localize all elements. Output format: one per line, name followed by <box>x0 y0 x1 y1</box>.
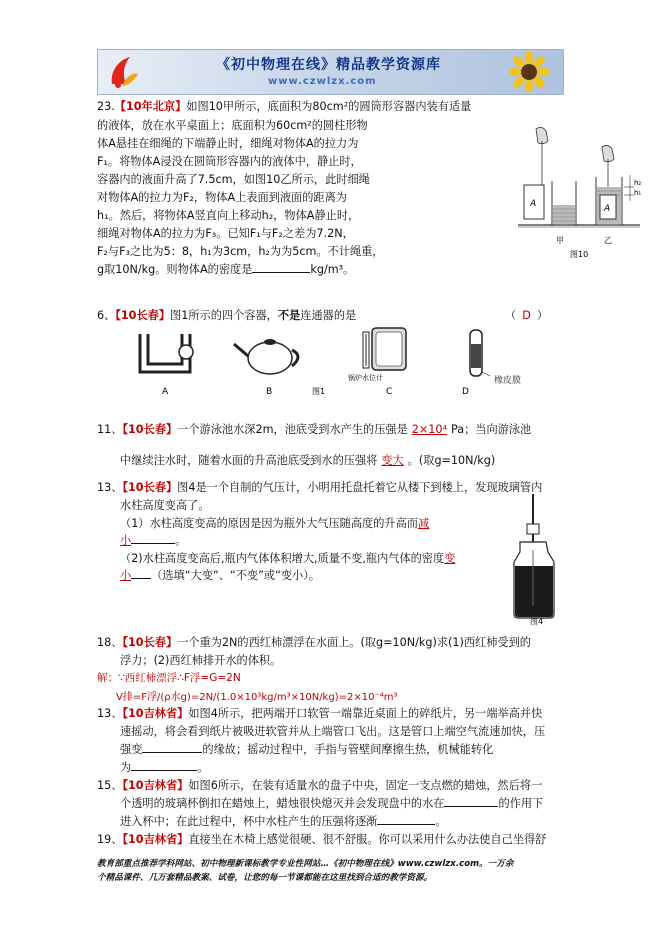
q15-line-1: 15、【10吉林省】如图6所示，在装有适量水的盘子中央，固定一支点燃的蜡烛，然后将一 <box>97 779 543 792</box>
site-title: 《初中物理在线》精品教学资源库 <box>216 57 441 73</box>
figure-1 <box>130 322 500 400</box>
q23-line-1 <box>97 98 471 114</box>
answer-choice: D <box>522 309 531 322</box>
q13-line-5: （2)水柱高度变高后,瓶内气体体积增大,质量不变,瓶内气体的密度变 <box>120 552 456 565</box>
q23-line-4: F₁。将物体A浸没在圆筒形容器内的液体中，静止时， <box>97 155 362 168</box>
q13-line-3: （1）水柱高度变高的原因是因为瓶外大气压随高度的升高而减 <box>120 517 430 530</box>
figure-1-caption: 图1 <box>312 387 326 396</box>
question-text: 如图10甲所示，底面积为80cm²的圆筒形容器内装有适量 <box>186 100 472 113</box>
q13-line-6: 小 （选填“大变”、“不变”或“变小）。 <box>120 569 321 582</box>
container-a <box>140 334 193 397</box>
answer-2: 变大 <box>381 454 404 467</box>
svg-text:锅炉水位计: 锅炉水位计 <box>348 374 383 382</box>
figure-4 <box>508 490 560 626</box>
q23-line-8: 细绳对物体A的拉力为F₃。已知F₁与F₂之差为7.2N， <box>97 227 354 240</box>
q15-line-2: 个透明的玻璃杯倒扣在蜡烛上，蜡烛很快熄灭并会发现盘中的水在 的作用下 <box>120 797 544 810</box>
footer-line-2: 个精品课件、几万套精品教案、试卷，让您的每一节课都能在这里找到合适的教学资源。 <box>97 873 433 883</box>
q23-line-10: g取10N/kg。则物体A的密度是 kg/m³。 <box>97 263 355 276</box>
q23-line-9: F₂与F₃之比为5：8，h₁为3cm，h₂为为5cm。不计绳重， <box>97 245 384 258</box>
answer-1: 2×10⁴ <box>411 423 447 436</box>
container-d <box>462 330 490 397</box>
figure-10-caption: 图10 <box>570 250 589 259</box>
figure-10 <box>500 125 650 260</box>
q23-line-3: 体A悬挂在细绳的下端静止时，细绳对物体A的拉力为 <box>97 137 359 150</box>
question-source: 【10长春】 <box>115 309 171 322</box>
q13b-line-2: 速摇动，将会看到纸片被吸进软管并从上端管口飞出。这是管口上端空气流速加快，压 <box>120 725 546 738</box>
container-c <box>348 328 406 397</box>
label-h1: h₁ <box>634 189 642 197</box>
svg-text:D: D <box>462 387 469 397</box>
q6-line: 6、【10长春】图1所示的四个容器，不是连通器的是 <box>97 309 357 322</box>
site-url[interactable]: www.czwlzx.com <box>268 76 377 87</box>
container-b <box>234 339 298 397</box>
q23-line-2: 的液体，放在水平桌面上；底面积为60cm²的圆柱形物 <box>97 119 368 132</box>
q18-solution-1: 解：∵西红柿漂浮∴F浮=G=2N <box>97 672 241 684</box>
label-a: A <box>530 199 537 209</box>
svg-text:A: A <box>162 387 169 397</box>
header-banner <box>97 49 564 95</box>
label-yi: 乙 <box>604 236 612 245</box>
q23-line-7: h₁。然后，将物体A竖直向上移动h₂，物体A静止时， <box>97 209 360 222</box>
q11-line-1: 11、【10长春】一个游泳池水深2m，池底受到水产生的压强是 2×10⁴ Pa；当向游泳池 <box>97 423 532 436</box>
q18-line-1: 18、【10长春】一个重为2N的西红柿漂浮在水面上。(取g=10N/kg)求(1)西红柿受到的 <box>97 636 531 649</box>
q15-line-3: 进入杯中；在此过程中，杯中水柱产生的压强将逐渐 。 <box>120 815 447 828</box>
question-number: 23. <box>97 100 115 113</box>
q18-solution-2: V排=F浮/(ρ水g)=2N/(1.0×10³kg/m³×10N/kg)=2×10⁻⁴m³ <box>116 692 398 703</box>
label-jia: 甲 <box>556 236 564 245</box>
q19-line-1: 19、【10吉林省】直接坐在木椅上感觉很硬、很不舒服。你可以采用什么办法使自己坐得舒 <box>97 833 547 846</box>
sunflower-icon <box>509 52 549 92</box>
q13-line-1: 13、【10长春】图4是一个自制的气压计，小明用托盘托着它从楼下到楼上，发现玻璃管内 <box>97 481 543 494</box>
q23-line-5: 容器内的液面升高了7.5cm，如图10乙所示，此时细绳 <box>97 173 370 186</box>
q6-answer: （ D ） <box>505 309 549 322</box>
q13b-line-4: 为 。 <box>120 761 209 774</box>
q13b-line-1: 13、【10吉林省】如图4所示，把两端开口软管一端靠近桌面上的碎纸片，另一端举高并快 <box>97 707 543 720</box>
q13-line-2: 水柱高度变高了。 <box>120 499 210 512</box>
figure-4-caption: 图4 <box>530 617 544 626</box>
q18-line-2: 浮力；(2)西红柿排开水的体积。 <box>120 654 282 667</box>
q23-line-6: 对物体A的拉力为F₂，物体A上表面到液面的距离为 <box>97 191 347 204</box>
question-source: 【10年北京】 <box>114 100 187 113</box>
footer-line-1: 教育部重点推荐学科网站、初中物理新课标教学专业性网站…《初中物理在线》www.czwlzx.com。一万余 <box>97 859 514 869</box>
q13b-line-3: 强变 的缘故；摇动过程中，手指与管壁间摩擦生热，机械能转化 <box>120 743 494 756</box>
site-logo-icon <box>106 54 140 90</box>
q11-line-2: 中继续注水时，随着水面的升高池底受到水的压强将 变大 。(取g=10N/kg) <box>120 454 496 467</box>
label-h2: h₂ <box>634 179 642 187</box>
svg-text:C: C <box>386 387 393 397</box>
q13-line-4: 小 。 <box>120 534 187 547</box>
label-rubber-film: 橡皮膜 <box>494 376 522 386</box>
answer-blank <box>252 262 310 273</box>
svg-text:B: B <box>266 387 273 397</box>
svg-text:A: A <box>604 204 611 214</box>
